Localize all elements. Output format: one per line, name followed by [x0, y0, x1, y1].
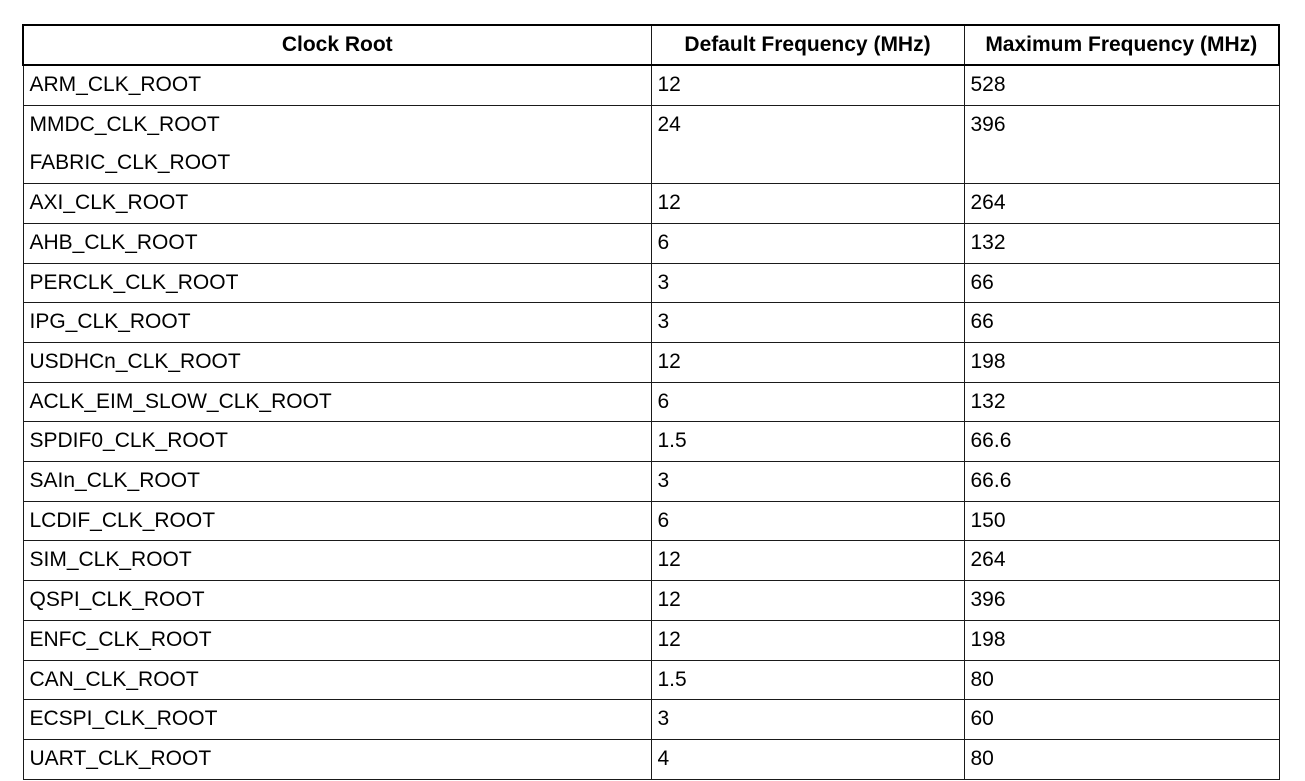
default-frequency-cell: 6 [651, 382, 964, 422]
clock-root-name: PERCLK_CLK_ROOT [29, 270, 239, 294]
clock-root-name: MMDC_CLK_ROOT [29, 112, 220, 136]
default-frequency-cell: 12 [651, 184, 964, 224]
maximum-frequency-cell: 60 [964, 700, 1279, 740]
clock-root-cell [23, 700, 651, 740]
table-row [23, 223, 1279, 263]
clock-root-cell [23, 739, 651, 779]
table-row [23, 660, 1279, 700]
clock-root-name: SAIn_CLK_ROOT [29, 469, 200, 493]
clock-root-cell [23, 620, 651, 660]
clock-root-cell [23, 501, 651, 541]
clock-root-cell [23, 660, 651, 700]
default-frequency-cell: 3 [651, 462, 964, 502]
clock-root-name: QSPI_CLK_ROOT [29, 588, 205, 612]
clock-root-name: LCDIF_CLK_ROOT [29, 508, 216, 532]
maximum-frequency-cell: 264 [964, 541, 1279, 581]
maximum-frequency-cell: 198 [964, 620, 1279, 660]
table-row [23, 462, 1279, 502]
table-row [23, 382, 1279, 422]
clock-root-name: ECSPI_CLK_ROOT [29, 707, 218, 731]
table-row [23, 342, 1279, 382]
table-row [23, 303, 1279, 343]
clock-root-cell [23, 105, 651, 183]
table-row [23, 541, 1279, 581]
table-row [23, 739, 1279, 779]
maximum-frequency-cell: 66 [964, 263, 1279, 303]
clock-root-cell [23, 581, 651, 621]
clock-root-name: ARM_CLK_ROOT [29, 73, 202, 96]
maximum-frequency-cell: 150 [964, 501, 1279, 541]
maximum-frequency-cell: 66.6 [964, 422, 1279, 462]
clock-root-name: USDHCn_CLK_ROOT [29, 349, 241, 373]
clock-root-name: AHB_CLK_ROOT [29, 230, 198, 254]
clock-root-cell [23, 303, 651, 343]
default-frequency-cell: 12 [651, 541, 964, 581]
clock-root-cell [23, 422, 651, 462]
default-frequency-cell: 12 [651, 620, 964, 660]
clock-root-cell [23, 65, 651, 105]
maximum-frequency-cell: 396 [964, 105, 1279, 183]
maximum-frequency-cell: 66.6 [964, 462, 1279, 502]
clock-root-cell [23, 263, 651, 303]
clock-root-name: ENFC_CLK_ROOT [29, 627, 212, 651]
clock-root-name: SPDIF0_CLK_ROOT [29, 429, 228, 453]
clock-root-table-container [22, 24, 1280, 780]
default-frequency-cell: 12 [651, 65, 964, 105]
default-frequency-cell: 6 [651, 501, 964, 541]
default-frequency-cell: 6 [651, 223, 964, 263]
maximum-frequency-cell: 132 [964, 382, 1279, 422]
default-frequency-cell: 12 [651, 581, 964, 621]
maximum-frequency-cell: 66 [964, 303, 1279, 343]
table-row [23, 263, 1279, 303]
header-maximum-frequency: Maximum Frequency (MHz) [964, 25, 1279, 65]
default-frequency-cell: 3 [651, 263, 964, 303]
clock-root-name: AXI_CLK_ROOT [29, 191, 189, 215]
clock-root-cell [23, 541, 651, 581]
maximum-frequency-cell: 80 [964, 660, 1279, 700]
clock-root-name: IPG_CLK_ROOT [29, 310, 191, 334]
maximum-frequency-cell: 132 [964, 223, 1279, 263]
clock-root-cell [23, 184, 651, 224]
maximum-frequency-cell: 396 [964, 581, 1279, 621]
table-row [23, 700, 1279, 740]
clock-root-table [22, 24, 1280, 780]
table-row [23, 581, 1279, 621]
maximum-frequency-cell: 198 [964, 342, 1279, 382]
default-frequency-cell: 12 [651, 342, 964, 382]
table-body [23, 65, 1279, 779]
clock-root-name: ACLK_EIM_SLOW_CLK_ROOT [29, 389, 332, 413]
header-clock-root: Clock Root [23, 25, 651, 65]
maximum-frequency-cell: 264 [964, 184, 1279, 224]
table-row [23, 105, 1279, 183]
clock-root-cell [23, 342, 651, 382]
clock-root-name: SIM_CLK_ROOT [29, 548, 192, 572]
clock-root-name: UART_CLK_ROOT [29, 746, 212, 770]
table-row [23, 422, 1279, 462]
clock-root-cell [23, 223, 651, 263]
table-row [23, 184, 1279, 224]
default-frequency-cell: 1.5 [651, 660, 964, 700]
default-frequency-cell: 3 [651, 700, 964, 740]
clock-root-cell [23, 462, 651, 502]
default-frequency-cell: 4 [651, 739, 964, 779]
default-frequency-cell: 3 [651, 303, 964, 343]
clock-root-name: FABRIC_CLK_ROOT [29, 151, 231, 175]
table-row [23, 65, 1279, 105]
table-header-row [23, 25, 1279, 65]
default-frequency-cell: 1.5 [651, 422, 964, 462]
default-frequency-cell: 24 [651, 105, 964, 183]
maximum-frequency-cell: 528 [964, 65, 1279, 105]
maximum-frequency-cell: 80 [964, 739, 1279, 779]
clock-root-name: CAN_CLK_ROOT [29, 667, 199, 691]
table-row [23, 620, 1279, 660]
clock-root-cell [23, 382, 651, 422]
table-row [23, 501, 1279, 541]
header-default-frequency: Default Frequency (MHz) [651, 25, 964, 65]
